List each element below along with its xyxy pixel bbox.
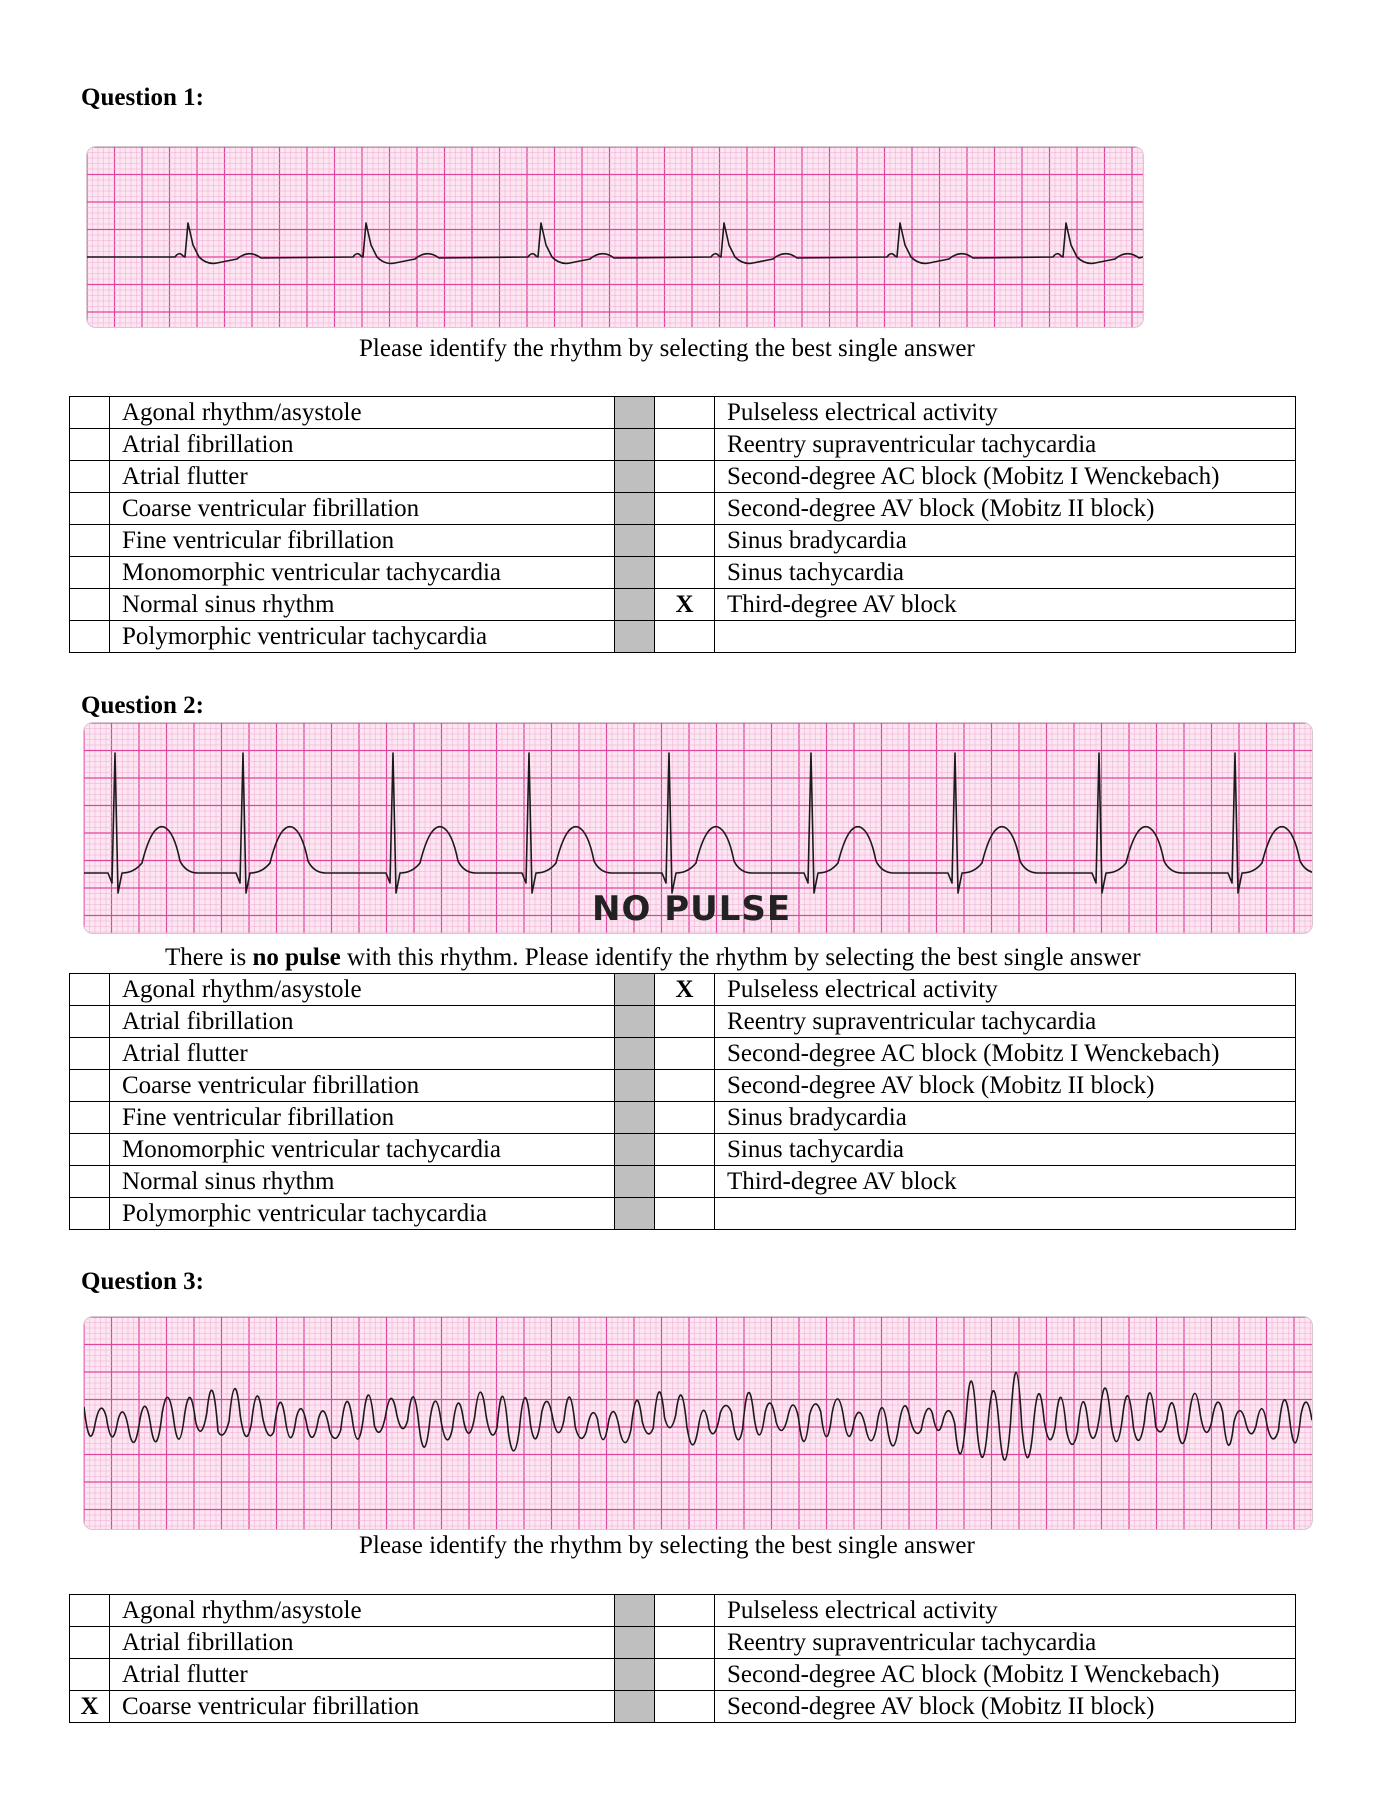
answer-option-left: Atrial flutter — [110, 1659, 615, 1691]
ecg-trace-q3 — [84, 1317, 1312, 1529]
question-3-title: Question 3: — [81, 1268, 204, 1295]
answer-option-right: Sinus bradycardia — [715, 525, 1296, 557]
answer-option-left: Agonal rhythm/asystole — [110, 974, 615, 1006]
answer-option-left: Atrial flutter — [110, 461, 615, 493]
answer-checkbox-right[interactable] — [655, 1595, 715, 1627]
answer-checkbox-right[interactable] — [655, 1070, 715, 1102]
answer-checkbox-left[interactable] — [70, 1006, 110, 1038]
answer-row — [70, 397, 1296, 429]
divider-cell — [615, 429, 655, 461]
divider-cell — [615, 1134, 655, 1166]
answer-row — [70, 1038, 1296, 1070]
answer-option-left: Fine ventricular fibrillation — [110, 1102, 615, 1134]
answer-checkbox-right[interactable] — [655, 429, 715, 461]
divider-cell — [615, 1595, 655, 1627]
answer-row — [70, 589, 1296, 621]
answer-checkbox-right[interactable] — [655, 1006, 715, 1038]
divider-cell — [615, 461, 655, 493]
answer-option-left: Monomorphic ventricular tachycardia — [110, 1134, 615, 1166]
answer-option-right: Second-degree AV block (Mobitz II block) — [715, 1070, 1296, 1102]
answer-row — [70, 557, 1296, 589]
answer-row — [70, 1102, 1296, 1134]
answer-option-left: Atrial fibrillation — [110, 1627, 615, 1659]
ecg-waveform — [84, 1372, 1312, 1460]
answer-option-left: Agonal rhythm/asystole — [110, 397, 615, 429]
answer-row — [70, 461, 1296, 493]
answer-option-right: Third-degree AV block — [715, 589, 1296, 621]
divider-cell — [615, 1691, 655, 1723]
divider-cell — [615, 1166, 655, 1198]
answer-option-left: Polymorphic ventricular tachycardia — [110, 621, 615, 653]
question-1-caption: Please identify the rhythm by selecting the best single answer — [359, 335, 975, 362]
answer-checkbox-right[interactable]: X — [655, 589, 715, 621]
caption-text: with this rhythm. Please identify the rhythm by selecting the best single answer — [340, 944, 1141, 971]
answer-checkbox-left[interactable] — [70, 589, 110, 621]
answer-checkbox-left[interactable] — [70, 1166, 110, 1198]
answer-checkbox-right[interactable]: X — [655, 974, 715, 1006]
answer-checkbox-right[interactable] — [655, 621, 715, 653]
answer-row — [70, 1659, 1296, 1691]
answer-option-right: Second-degree AC block (Mobitz I Wenckebach) — [715, 461, 1296, 493]
answer-option-right: Second-degree AC block (Mobitz I Wenckebach) — [715, 1038, 1296, 1070]
answer-option-right: Sinus tachycardia — [715, 1134, 1296, 1166]
ecg-strip-q2 — [83, 722, 1313, 934]
answer-option-right: Second-degree AC block (Mobitz I Wenckebach) — [715, 1659, 1296, 1691]
divider-cell — [615, 589, 655, 621]
answer-checkbox-left[interactable] — [70, 525, 110, 557]
answer-table-q1 — [69, 396, 1296, 653]
answer-option-right: Pulseless electrical activity — [715, 974, 1296, 1006]
answer-option-left: Monomorphic ventricular tachycardia — [110, 557, 615, 589]
ecg-strip-q3 — [83, 1316, 1313, 1530]
ecg-waveform — [84, 753, 1312, 893]
answer-row — [70, 493, 1296, 525]
divider-cell — [615, 974, 655, 1006]
answer-option-right: Sinus tachycardia — [715, 557, 1296, 589]
question-2-caption — [165, 944, 1141, 972]
divider-cell — [615, 1038, 655, 1070]
answer-option-left: Atrial fibrillation — [110, 429, 615, 461]
answer-row — [70, 1595, 1296, 1627]
answer-option-right: Reentry supraventricular tachycardia — [715, 1006, 1296, 1038]
answer-checkbox-left[interactable] — [70, 621, 110, 653]
ecg-trace-q1 — [87, 147, 1143, 327]
answer-row — [70, 1070, 1296, 1102]
answer-checkbox-right[interactable] — [655, 493, 715, 525]
caption-emphasis: no pulse — [252, 944, 341, 971]
answer-checkbox-right[interactable] — [655, 1659, 715, 1691]
divider-cell — [615, 1627, 655, 1659]
answer-option-left: Polymorphic ventricular tachycardia — [110, 1198, 615, 1230]
answer-row — [70, 525, 1296, 557]
answer-option-right: Pulseless electrical activity — [715, 1595, 1296, 1627]
answer-checkbox-right[interactable] — [655, 1198, 715, 1230]
divider-cell — [615, 1006, 655, 1038]
divider-cell — [615, 557, 655, 589]
answer-table-q3 — [69, 1594, 1296, 1723]
divider-cell — [615, 1659, 655, 1691]
answer-checkbox-left[interactable] — [70, 429, 110, 461]
answer-table-q2 — [69, 973, 1296, 1230]
no-pulse-label: NO PULSE — [592, 889, 792, 929]
answer-option-left: Normal sinus rhythm — [110, 589, 615, 621]
answer-option-left: Coarse ventricular fibrillation — [110, 1070, 615, 1102]
answer-option-right: Reentry supraventricular tachycardia — [715, 429, 1296, 461]
answer-option-left: Coarse ventricular fibrillation — [110, 493, 615, 525]
answer-checkbox-right[interactable] — [655, 1691, 715, 1723]
answer-checkbox-left[interactable] — [70, 461, 110, 493]
divider-cell — [615, 1070, 655, 1102]
answer-checkbox-right[interactable] — [655, 461, 715, 493]
answer-checkbox-left[interactable]: X — [70, 1691, 110, 1723]
answer-option-right: Reentry supraventricular tachycardia — [715, 1627, 1296, 1659]
answer-option-right: Third-degree AV block — [715, 1166, 1296, 1198]
answer-checkbox-left[interactable] — [70, 1070, 110, 1102]
answer-checkbox-right[interactable] — [655, 557, 715, 589]
answer-checkbox-left[interactable] — [70, 1198, 110, 1230]
answer-option-right: Second-degree AV block (Mobitz II block) — [715, 493, 1296, 525]
answer-row — [70, 1691, 1296, 1723]
answer-row — [70, 1006, 1296, 1038]
ecg-strip-q1 — [86, 146, 1144, 328]
answer-checkbox-left[interactable] — [70, 557, 110, 589]
divider-cell — [615, 621, 655, 653]
answer-option-left: Coarse ventricular fibrillation — [110, 1691, 615, 1723]
answer-option-right: Pulseless electrical activity — [715, 397, 1296, 429]
answer-option-left: Atrial fibrillation — [110, 1006, 615, 1038]
answer-option-left: Atrial flutter — [110, 1038, 615, 1070]
answer-option-left: Agonal rhythm/asystole — [110, 1595, 615, 1627]
answer-row — [70, 1198, 1296, 1230]
answer-checkbox-left[interactable] — [70, 1134, 110, 1166]
answer-option-right: Sinus bradycardia — [715, 1102, 1296, 1134]
answer-option-right — [715, 1198, 1296, 1230]
answer-checkbox-right[interactable] — [655, 1102, 715, 1134]
ecg-grid — [87, 147, 1143, 327]
answer-checkbox-left[interactable] — [70, 974, 110, 1006]
answer-option-left: Normal sinus rhythm — [110, 1166, 615, 1198]
divider-cell — [615, 493, 655, 525]
answer-checkbox-right[interactable] — [655, 1627, 715, 1659]
answer-checkbox-left[interactable] — [70, 1038, 110, 1070]
answer-checkbox-left[interactable] — [70, 1659, 110, 1691]
divider-cell — [615, 397, 655, 429]
divider-cell — [615, 525, 655, 557]
answer-checkbox-right[interactable] — [655, 1038, 715, 1070]
answer-row — [70, 621, 1296, 653]
caption-text: There is — [165, 944, 253, 971]
answer-checkbox-left[interactable] — [70, 397, 110, 429]
answer-row — [70, 974, 1296, 1006]
question-2-title: Question 2: — [81, 692, 204, 719]
answer-row — [70, 429, 1296, 461]
answer-row — [70, 1166, 1296, 1198]
answer-checkbox-left[interactable] — [70, 1627, 110, 1659]
answer-row — [70, 1627, 1296, 1659]
question-3-caption: Please identify the rhythm by selecting the best single answer — [359, 1532, 975, 1559]
answer-option-left: Fine ventricular fibrillation — [110, 525, 615, 557]
answer-checkbox-right[interactable] — [655, 397, 715, 429]
answer-checkbox-left[interactable] — [70, 1595, 110, 1627]
answer-option-right — [715, 621, 1296, 653]
answer-checkbox-left[interactable] — [70, 1102, 110, 1134]
divider-cell — [615, 1102, 655, 1134]
answer-option-right: Second-degree AV block (Mobitz II block) — [715, 1691, 1296, 1723]
answer-checkbox-left[interactable] — [70, 493, 110, 525]
answer-checkbox-right[interactable] — [655, 525, 715, 557]
answer-checkbox-right[interactable] — [655, 1166, 715, 1198]
answer-row — [70, 1134, 1296, 1166]
divider-cell — [615, 1198, 655, 1230]
ecg-grid — [84, 1317, 1312, 1529]
question-1-title: Question 1: — [81, 84, 204, 111]
answer-checkbox-right[interactable] — [655, 1134, 715, 1166]
